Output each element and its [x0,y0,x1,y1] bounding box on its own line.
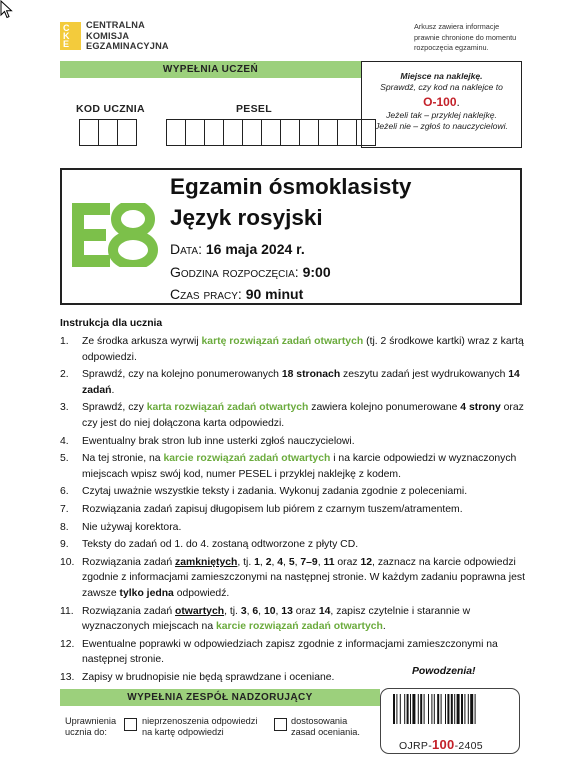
cke-logo-icon [60,22,81,50]
pesel-field[interactable] [166,119,375,146]
rights-label-line: Uprawnienia [65,716,117,726]
instruction-text: Ewentualne poprawki w odpowiedziach zapisz zgodnie z informacjami zamieszczonymi na następnej stronie. [82,638,498,666]
student-section-title: WYPEŁNIA UCZEŃ [60,61,361,78]
adjusted-grading-line: zasad oceniania. [291,727,360,737]
instruction-text: Rozwiązania zadań otwartych, tj. 3, 6, 10, 13 oraz 14, zapisz czytelnie i starannie w wyznaczonych miejscach na karcie rozwiązań zadań otwartych. [82,605,471,633]
exam-code [399,737,483,752]
logo-letter-e: E [63,39,70,49]
instruction-number: 5. [60,453,69,465]
no-transfer-checkbox[interactable] [124,718,137,731]
duration-label: Czas pracy: [170,286,242,302]
instruction-item [60,484,530,500]
instruction-text: Czytaj uważnie wszystkie teksty i zadania. Wykonuj zadania zgodnie z poleceniami. [82,486,468,498]
instruction-item [60,400,530,431]
instruction-item [60,502,530,518]
sticker-code-suffix: . [456,94,460,109]
instruction-text: Rozwiązania zadań zamkniętych, tj. 1, 2, 4, 5, 7–9, 11 oraz 12, zaznacz na karcie odpowiedzi zgodnie z informacjami zamieszczonymi na następnej stronie. W każdym zadaniu poprawna jest zawsze tylko jedna odpowiedź. [82,556,525,599]
date-label: Data: [170,241,202,257]
supervisor-section-title: WYPEŁNIA ZESPÓŁ NADZORUJĄCY [60,689,380,706]
exam-code-prefix: OJRP- [399,740,432,752]
pesel-box[interactable] [166,119,186,146]
exam-code-suffix: -2405 [454,740,483,752]
instruction-number: 13. [60,671,75,683]
pesel-box[interactable] [204,119,224,146]
instruction-number: 8. [60,521,69,533]
instruction-number: 10. [60,556,75,568]
e8-logo-icon [72,203,158,267]
duration-value: 90 minut [245,286,304,302]
mouse-cursor-icon [0,0,14,20]
no-transfer-line: na kartę odpowiedzi [142,727,224,737]
exam-subject: Język rosyjski [170,205,323,230]
instruction-item [60,555,530,602]
instruction-text: Ewentualny brak stron lub inne usterki zgłoś nauczycielowi. [82,435,355,447]
pesel-box[interactable] [261,119,281,146]
sticker-yes-text: Jeżeli tak – przyklej naklejkę. [386,109,497,120]
instruction-item [60,537,530,553]
instruction-text: Na tej stronie, na karcie rozwiązań zadań otwartych i na karcie odpowiedzi w wyznaczonych miejscach wpisz swój kod, numer PESEL i przyklej naklejkę z kodem. [82,453,517,480]
instruction-item [60,520,530,536]
sticker-check-text: Sprawdź, czy kod na naklejce to [380,82,503,93]
instruction-number: 4. [60,435,69,447]
good-luck-text: Powodzenia! [412,666,476,677]
instruction-text: Sprawdź, czy na kolejno ponumerowanych 18 stronach zeszytu zadań jest wydrukowanych 14 zadań. [82,369,520,396]
instruction-item [60,451,530,482]
instruction-text: Sprawdź, czy karta rozwiązań zadań otwartych zawiera kolejno ponumerowane 4 strony oraz czy jest do niej dołączona karta odpowiedzi. [82,402,524,429]
pesel-box[interactable] [318,119,338,146]
adjusted-grading-label [291,716,360,738]
exam-details [170,238,331,306]
exam-code-number: 100 [432,737,455,752]
org-name-line: CENTRALNA [86,20,145,30]
instruction-item [60,604,530,635]
instruction-number: 12. [60,638,75,650]
pesel-label: PESEL [236,103,272,115]
instruction-item [60,637,530,668]
adjusted-grading-line: dostosowania [291,716,348,726]
instruction-number: 6. [60,486,69,498]
sticker-no-text: Jeżeli nie – zgłoś to nauczycielowi. [375,121,508,132]
instruction-number: 9. [60,539,69,551]
notice-line: rozpoczęcia egzaminu. [414,43,489,53]
logo-letter-k: K [63,31,70,41]
instruction-number: 2. [60,369,69,381]
org-name-line: EGZAMINACYJNA [86,41,169,51]
exam-title [170,171,411,233]
pesel-box[interactable] [242,119,262,146]
instruction-number: 3. [60,402,69,414]
pesel-box[interactable] [280,119,300,146]
start-time-label: Godzina rozpoczęcia: [170,263,299,280]
instruction-number: 1. [60,336,69,347]
no-transfer-line: nieprzenoszenia odpowiedzi [142,716,258,726]
sticker-title: Miejsce na naklejkę. [400,71,483,81]
adjusted-grading-checkbox[interactable] [274,718,287,731]
org-name [86,20,169,52]
instructions-title: Instrukcja dla ucznia [60,318,163,329]
pesel-box[interactable] [337,119,357,146]
protected-info-notice [414,22,534,54]
instruction-number: 7. [60,503,69,515]
instruction-text: Nie używaj korektora. [82,521,182,533]
pesel-box[interactable] [185,119,205,146]
no-transfer-label [142,716,257,738]
start-time-value: 9:00 [302,263,331,280]
student-code-box[interactable] [98,119,118,146]
date-value: 16 maja 2024 r. [205,241,305,257]
notice-line: prawnie chronione do momentu [414,32,517,42]
instruction-text: Rozwiązania zadań zapisuj długopisem lub piórem z czarnym tuszem/atramentem. [82,503,463,515]
exam-name: Egzamin ósmoklasisty [170,174,412,199]
student-code-label: KOD UCZNIA [76,103,145,115]
rights-label [65,716,116,738]
instructions-list [60,334,530,687]
logo-letter-c: C [63,23,70,33]
student-code-field[interactable] [79,119,136,146]
rights-label-line: ucznia do: [65,727,107,737]
pesel-box[interactable] [223,119,243,146]
student-code-box[interactable] [117,119,137,146]
instruction-number: 11. [60,605,74,617]
barcode-icon [393,694,515,724]
instruction-text: Teksty do zadań od 1. do 4. zostaną odtworzone z płyty CD. [82,539,359,551]
org-name-line: KOMISJA [86,30,130,41]
instruction-text: Zapisy w brudnopisie nie będą sprawdzane i oceniane. [82,671,335,683]
instruction-item [60,434,530,450]
pesel-box[interactable] [299,119,319,146]
sticker-code: O-100 [423,94,457,109]
instruction-item [60,334,530,365]
instruction-text: Ze środka arkusza wyrwij kartę rozwiązań zadań otwartych (tj. 2 środkowe kartki) wraz z kartą odpowiedzi. [82,336,524,363]
sticker-box[interactable] [361,61,522,148]
notice-line: Arkusz zawiera informacje [414,22,500,31]
instruction-item [60,367,530,398]
student-code-box[interactable] [79,119,99,146]
